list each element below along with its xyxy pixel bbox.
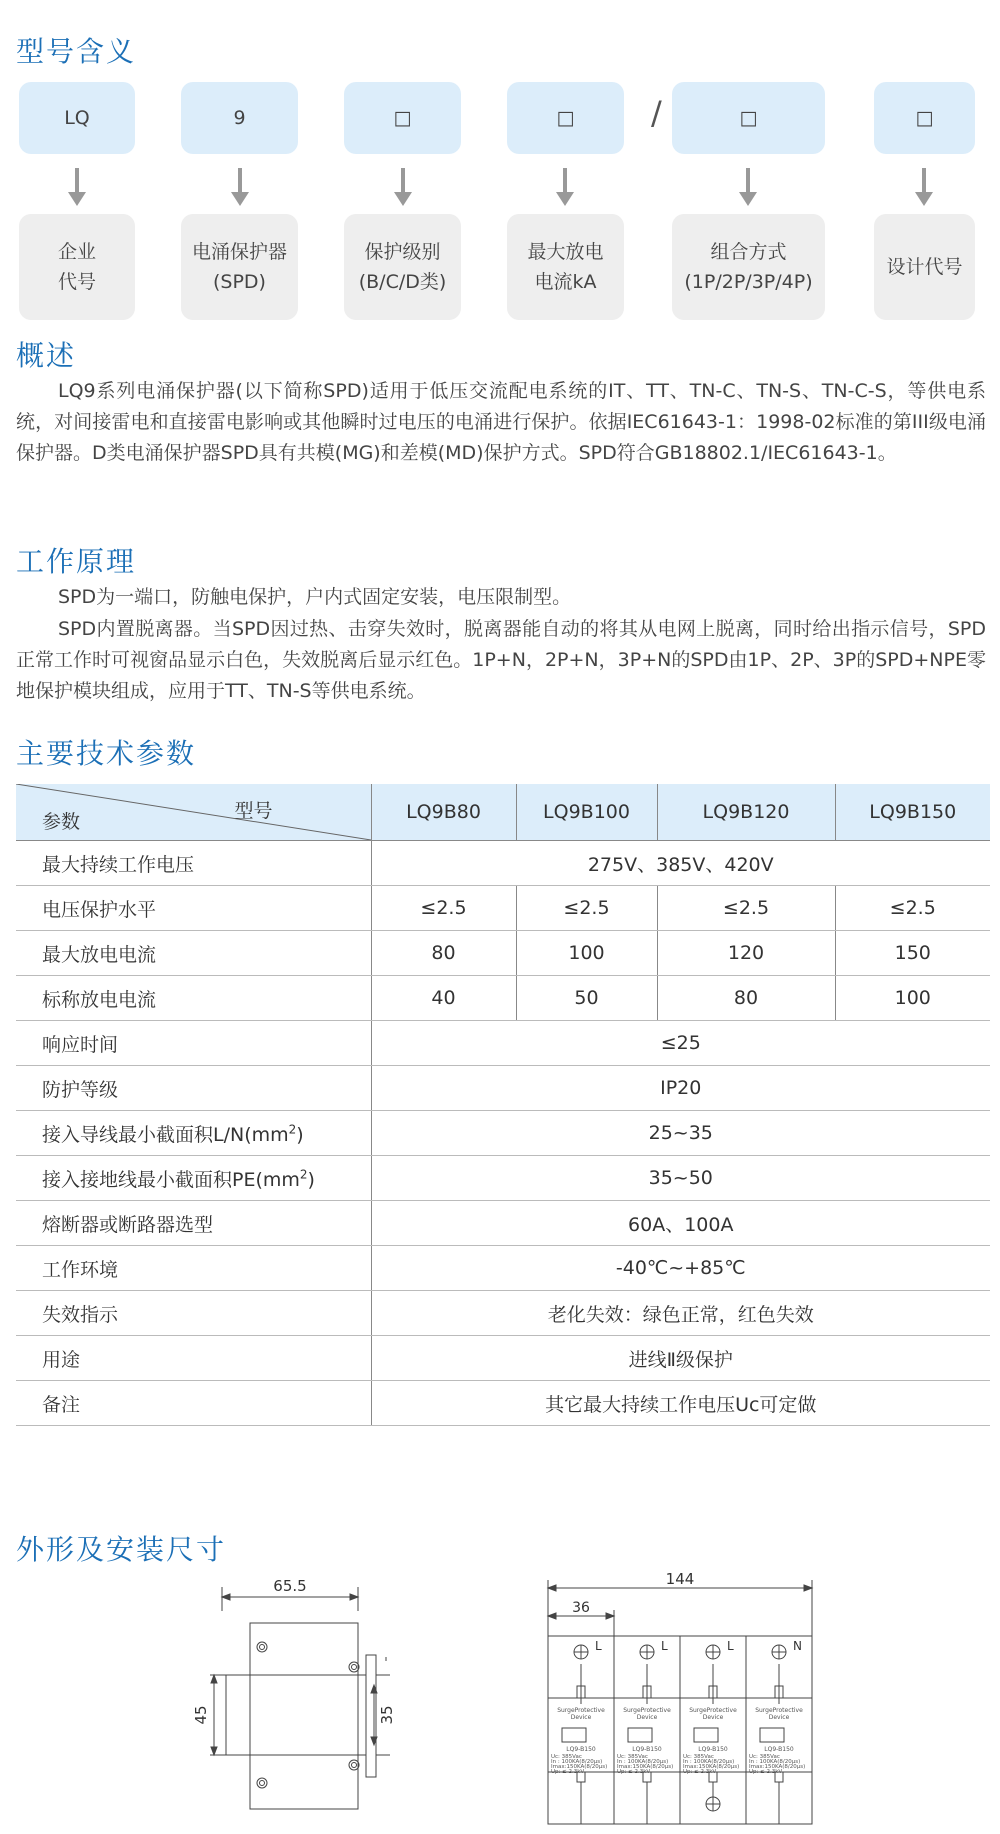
param-value: 老化失效：绿色正常，红色失效 — [371, 1291, 990, 1336]
spec-table — [16, 784, 990, 1426]
model-code-box: □ — [874, 82, 975, 154]
table-row — [16, 1381, 990, 1426]
down-arrow-icon — [553, 168, 577, 208]
front-view-drawing — [540, 1572, 830, 1828]
module-spec: Imax:150KA(8/20μs) — [749, 1764, 806, 1770]
module-spec: Up: ≤ 2.3kV — [749, 1769, 783, 1775]
dimension-width: 65.5 — [273, 1577, 307, 1595]
dimension-module-width: 36 — [572, 1600, 590, 1616]
param-value: ≤25 — [371, 1021, 990, 1066]
module-spec: Imax:150KA(8/20μs) — [551, 1764, 608, 1770]
param-value: 80 — [371, 931, 516, 976]
table-corner-cell — [16, 784, 371, 841]
model-description-box: 设计代号 — [874, 214, 975, 320]
param-label: 工作环境 — [16, 1246, 371, 1291]
section-title-model-meaning: 型号含义 — [16, 35, 137, 68]
param-value: 35~50 — [371, 1156, 990, 1201]
module-spec: Uc: 385Vac — [749, 1754, 780, 1760]
param-value: ≤2.5 — [516, 886, 657, 931]
table-row — [16, 976, 990, 1021]
module-label: SurgeProtective Device — [689, 1707, 737, 1721]
superscript: 2 — [288, 1122, 297, 1137]
param-value: 50 — [516, 976, 657, 1021]
param-value: 40 — [371, 976, 516, 1021]
principle-paragraph: SPD内置脱离器。当SPD因过热、击穿失效时，脱离器能自动的将其从电网上脱离，同时给出指示信号，SPD正常工作时可视窗品显示白色，失效脱离后显示红色。1P+N，2P+N，3P+N的SPD由1P、2P、3P的SPD+NPE零地保护模块组成，应用于TT、TN-S等供电系统。 — [16, 618, 986, 702]
down-arrow-icon — [736, 168, 760, 208]
model-code-box: LQ — [19, 82, 135, 154]
principle-paragraph: SPD为一端口，防触电保护，户内式固定安装，电压限制型。 — [58, 586, 572, 608]
model-description-box: 组合方式 (1P/2P/3P/4P) — [672, 214, 825, 320]
terminal-label: N — [793, 1639, 802, 1653]
table-row — [16, 931, 990, 976]
module-spec: Up: ≤ 2.3kV — [551, 1769, 585, 1775]
module-spec: Uc: 385Vac — [617, 1754, 648, 1760]
module-label: SurgeProtective Device — [623, 1707, 671, 1721]
param-label — [16, 1111, 371, 1156]
module-model: LQ9-B150 — [698, 1746, 728, 1753]
module-spec: In : 100KA(8/20μs) — [551, 1759, 603, 1765]
model-code-box: □ — [507, 82, 624, 154]
param-label: 备注 — [16, 1381, 371, 1426]
model-description-box: 电涌保护器 (SPD) — [181, 214, 298, 320]
module-spec: Uc: 385Vac — [683, 1754, 714, 1760]
model-code-box: 9 — [181, 82, 298, 154]
dimension-total-width: 144 — [665, 1572, 695, 1588]
module-spec: In : 100KA(8/20μs) — [617, 1759, 669, 1765]
module-label: SurgeProtective Device — [755, 1707, 803, 1721]
table-row — [16, 841, 990, 886]
module-spec: Imax:150KA(8/20μs) — [683, 1764, 740, 1770]
module-label: SurgeProtective Device — [557, 1707, 605, 1721]
param-value: -40℃~+85℃ — [371, 1246, 990, 1291]
terminal-label: L — [595, 1639, 602, 1653]
dimension-rail: 35 — [378, 1705, 396, 1725]
down-arrow-icon — [65, 168, 89, 208]
down-arrow-icon — [228, 168, 252, 208]
param-value: 275V、385V、420V — [371, 841, 990, 886]
param-value: 其它最大持续工作电压Uc可定做 — [371, 1381, 990, 1426]
model-description-box: 最大放电 电流kA — [507, 214, 624, 320]
param-value: 100 — [516, 931, 657, 976]
table-row — [16, 1246, 990, 1291]
model-header: LQ9B80 — [371, 784, 516, 841]
down-arrow-icon — [912, 168, 936, 208]
param-value: 60A、100A — [371, 1201, 990, 1246]
module-model: LQ9-B150 — [632, 1746, 662, 1753]
param-value: ≤2.5 — [835, 886, 990, 931]
section-title-params: 主要技术参数 — [16, 737, 197, 770]
section-title-principle: 工作原理 — [16, 545, 137, 578]
table-row — [16, 1291, 990, 1336]
param-label: 最大持续工作电压 — [16, 841, 371, 886]
table-row — [16, 1021, 990, 1066]
terminal-label: L — [727, 1639, 734, 1653]
param-value: IP20 — [371, 1066, 990, 1111]
module-spec: In : 100KA(8/20μs) — [749, 1759, 801, 1765]
module-model: LQ9-B150 — [764, 1746, 794, 1753]
model-description-box: 企业 代号 — [19, 214, 135, 320]
down-arrow-icon — [391, 168, 415, 208]
param-label: 失效指示 — [16, 1291, 371, 1336]
param-label: 用途 — [16, 1336, 371, 1381]
side-view-drawing — [170, 1575, 410, 1825]
param-value: ≤2.5 — [657, 886, 835, 931]
table-row — [16, 1201, 990, 1246]
param-label-end: ) — [296, 1123, 304, 1146]
model-code-separator: / — [651, 94, 662, 132]
param-label: 熔断器或断路器选型 — [16, 1201, 371, 1246]
table-row — [16, 1111, 990, 1156]
table-row — [16, 1066, 990, 1111]
corner-label-model: 型号 — [234, 800, 273, 822]
module-model: LQ9-B150 — [566, 1746, 596, 1753]
param-value: ≤2.5 — [371, 886, 516, 931]
param-value: 100 — [835, 976, 990, 1021]
table-header-row — [16, 784, 990, 841]
param-value: 进线Ⅱ级保护 — [371, 1336, 990, 1381]
module-spec: Up: ≤ 2.3kV — [617, 1769, 651, 1775]
model-description-box: 保护级别 (B/C/D类) — [344, 214, 461, 320]
module-spec: In : 100KA(8/20μs) — [683, 1759, 735, 1765]
table-row — [16, 1336, 990, 1381]
terminal-label: L — [661, 1639, 668, 1653]
param-label: 最大放电电流 — [16, 931, 371, 976]
param-label: 标称放电电流 — [16, 976, 371, 1021]
param-value: 120 — [657, 931, 835, 976]
param-label-text: 接入导线最小截面积L/N(mm — [42, 1123, 289, 1146]
param-label — [16, 1156, 371, 1201]
table-row — [16, 1156, 990, 1201]
module-spec: Uc: 385Vac — [551, 1754, 582, 1760]
model-header: LQ9B120 — [657, 784, 835, 841]
module-spec: Imax:150KA(8/20μs) — [617, 1764, 674, 1770]
superscript: 2 — [299, 1167, 308, 1182]
section-title-overview: 概述 — [16, 339, 77, 372]
model-header: LQ9B150 — [835, 784, 990, 841]
param-label: 响应时间 — [16, 1021, 371, 1066]
model-code-box: □ — [344, 82, 461, 154]
param-value: 80 — [657, 976, 835, 1021]
corner-label-param: 参数 — [42, 811, 81, 833]
overview-paragraph: LQ9系列电涌保护器(以下简称SPD)适用于低压交流配电系统的IT、TT、TN-C、TN-S、TN-C-S，等供电系统，对间接雷电和直接雷电影响或其他瞬时过电压的电涌进行保护。依据IEC61643-1：1998-02标准的第III级电涌保护器。D类电涌保护器SPD具有共模(MG)和差模(MD)保护方式。SPD符合GB18802.1/IEC61643-1。 — [16, 380, 986, 464]
dimension-height: 45 — [192, 1705, 210, 1725]
param-value: 150 — [835, 931, 990, 976]
param-label-end: ) — [307, 1168, 315, 1191]
param-label: 防护等级 — [16, 1066, 371, 1111]
table-row — [16, 886, 990, 931]
param-value: 25~35 — [371, 1111, 990, 1156]
model-code-box: □ — [672, 82, 825, 154]
model-header: LQ9B100 — [516, 784, 657, 841]
section-title-dimensions: 外形及安装尺寸 — [16, 1533, 227, 1566]
module-spec: Up: ≤ 2.3kV — [683, 1769, 717, 1775]
param-label: 电压保护水平 — [16, 886, 371, 931]
param-label-text: 接入接地线最小截面积PE(mm — [42, 1168, 300, 1191]
